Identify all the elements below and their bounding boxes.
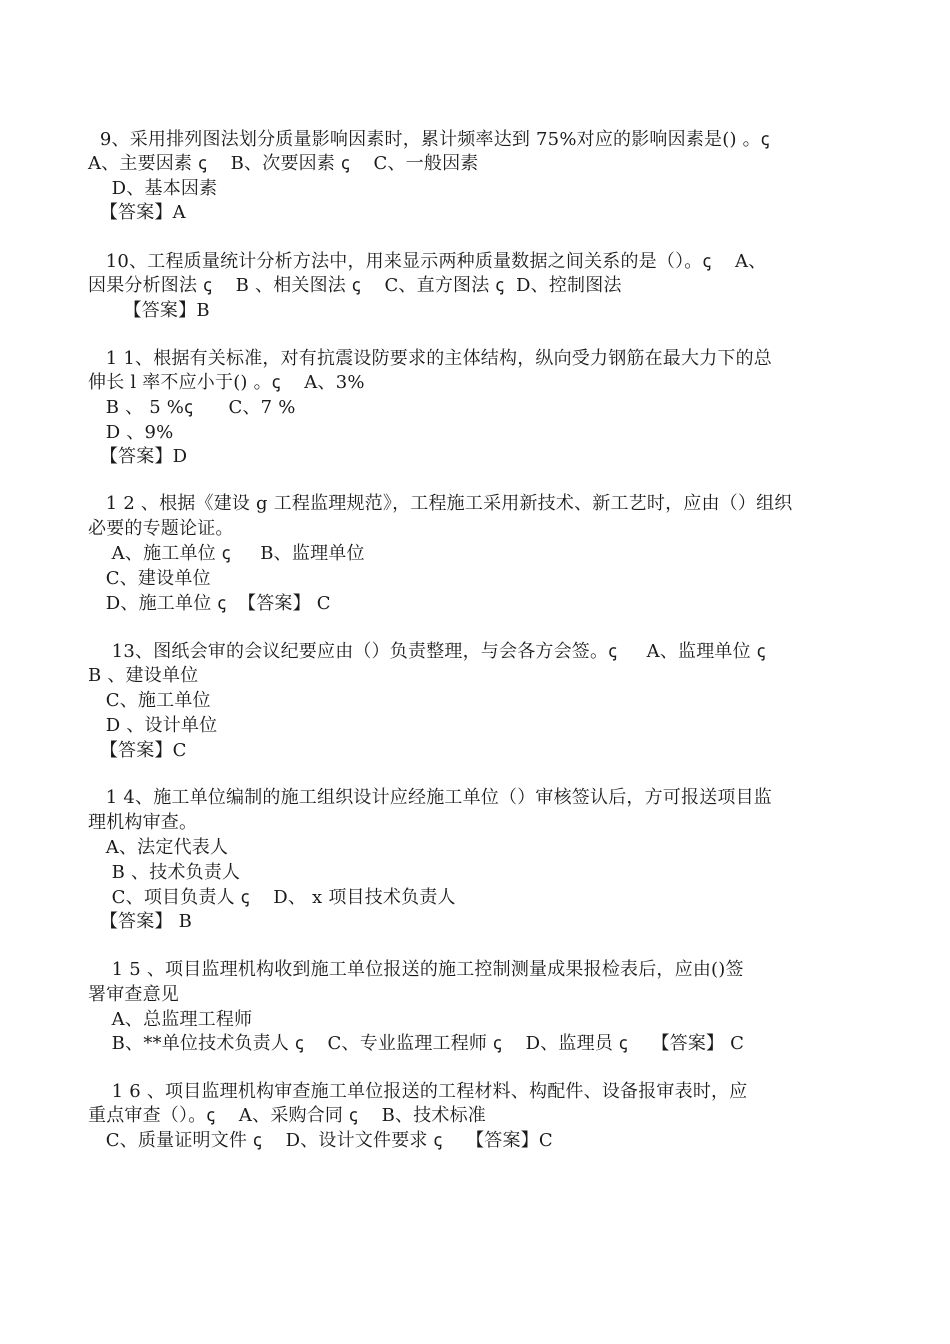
question-text: 9、采用排列图法划分质量影响因素时，累计频率达到 75%对应的影响因素是() 。ꞔ (88, 129, 770, 150)
question-text: 1 6 、项目监理机构审查施工单位报送的工程材料、构配件、设备报审表时，应 (88, 1081, 748, 1102)
question-options: A、总监理工程师 (88, 1009, 253, 1030)
answer-line: D、施工单位 ꞔ 【答案】 C (88, 593, 331, 614)
question-options: D、基本因素 (88, 178, 218, 199)
question-options: B 、建设单位 (88, 665, 199, 686)
question-text: 1 1、根据有关标准，对有抗震设防要求的主体结构，纵向受力钢筋在最大力下的总 (88, 348, 772, 369)
question-text: 必要的专题论证。 (88, 518, 234, 539)
question-options: A、主要因素 ꞔ B、次要因素 ꞔ C、一般因素 (88, 153, 479, 174)
question-options: B 、 5 %ꞔ C、7 % (88, 397, 296, 418)
question-options: A、施工单位 ꞔ B、监理单位 (88, 543, 365, 564)
question-text: 重点审查（）。ꞔ A、采购合同 ꞔ B、技术标准 (88, 1105, 486, 1126)
question-text: 1 2 、根据《建设 g 工程监理规范》，工程施工采用新技术、新工艺时，应由（）组织 (88, 493, 793, 514)
question-text: 1 5 、项目监理机构收到施工单位报送的施工控制测量成果报检表后，应由()签 (88, 959, 744, 980)
question-options: B 、技术负责人 (88, 862, 241, 883)
question-text: 伸长 l 率不应小于() 。ꞔ A、3% (88, 372, 365, 393)
question-text: 10、工程质量统计分析方法中，用来显示两种质量数据之间关系的是（）。ꞔ A、 (88, 251, 767, 272)
question-text: 署审查意见 (88, 984, 179, 1005)
question-text: 13、图纸会审的会议纪要应由（）负责整理，与会各方会签。ꞔ A、监理单位 ꞔ (88, 641, 766, 662)
question-options: C、项目负责人 ꞔ D、 x 项目技术负责人 (88, 887, 456, 908)
question-options: C、质量证明文件 ꞔ D、设计文件要求 ꞔ 【答案】C (88, 1130, 553, 1151)
question-options: C、建设单位 (88, 568, 211, 589)
question-text: 1 4、施工单位编制的施工组织设计应经施工单位（）审核签认后，方可报送项目监 (88, 787, 772, 808)
answer-line: 【答案】D (88, 446, 188, 467)
answer-line: 【答案】C (88, 740, 187, 761)
question-options: B、**单位技术负责人 ꞔ C、专业监理工程师 ꞔ D、监理员 ꞔ 【答案】 C (88, 1033, 745, 1054)
question-options: 因果分析图法 ꞔ B 、相关图法 ꞔ C、直方图法 ꞔ D、控制图法 (88, 275, 622, 296)
answer-line: 【答案】A (88, 202, 186, 223)
question-options: D 、设计单位 (88, 715, 218, 736)
question-options: A、法定代表人 (88, 837, 229, 858)
answer-line: 【答案】 B (88, 911, 192, 932)
answer-line: 【答案】B (88, 300, 210, 321)
question-text: 理机构审查。 (88, 812, 198, 833)
question-options: C、施工单位 (88, 690, 211, 711)
question-options: D 、9% (88, 422, 174, 443)
